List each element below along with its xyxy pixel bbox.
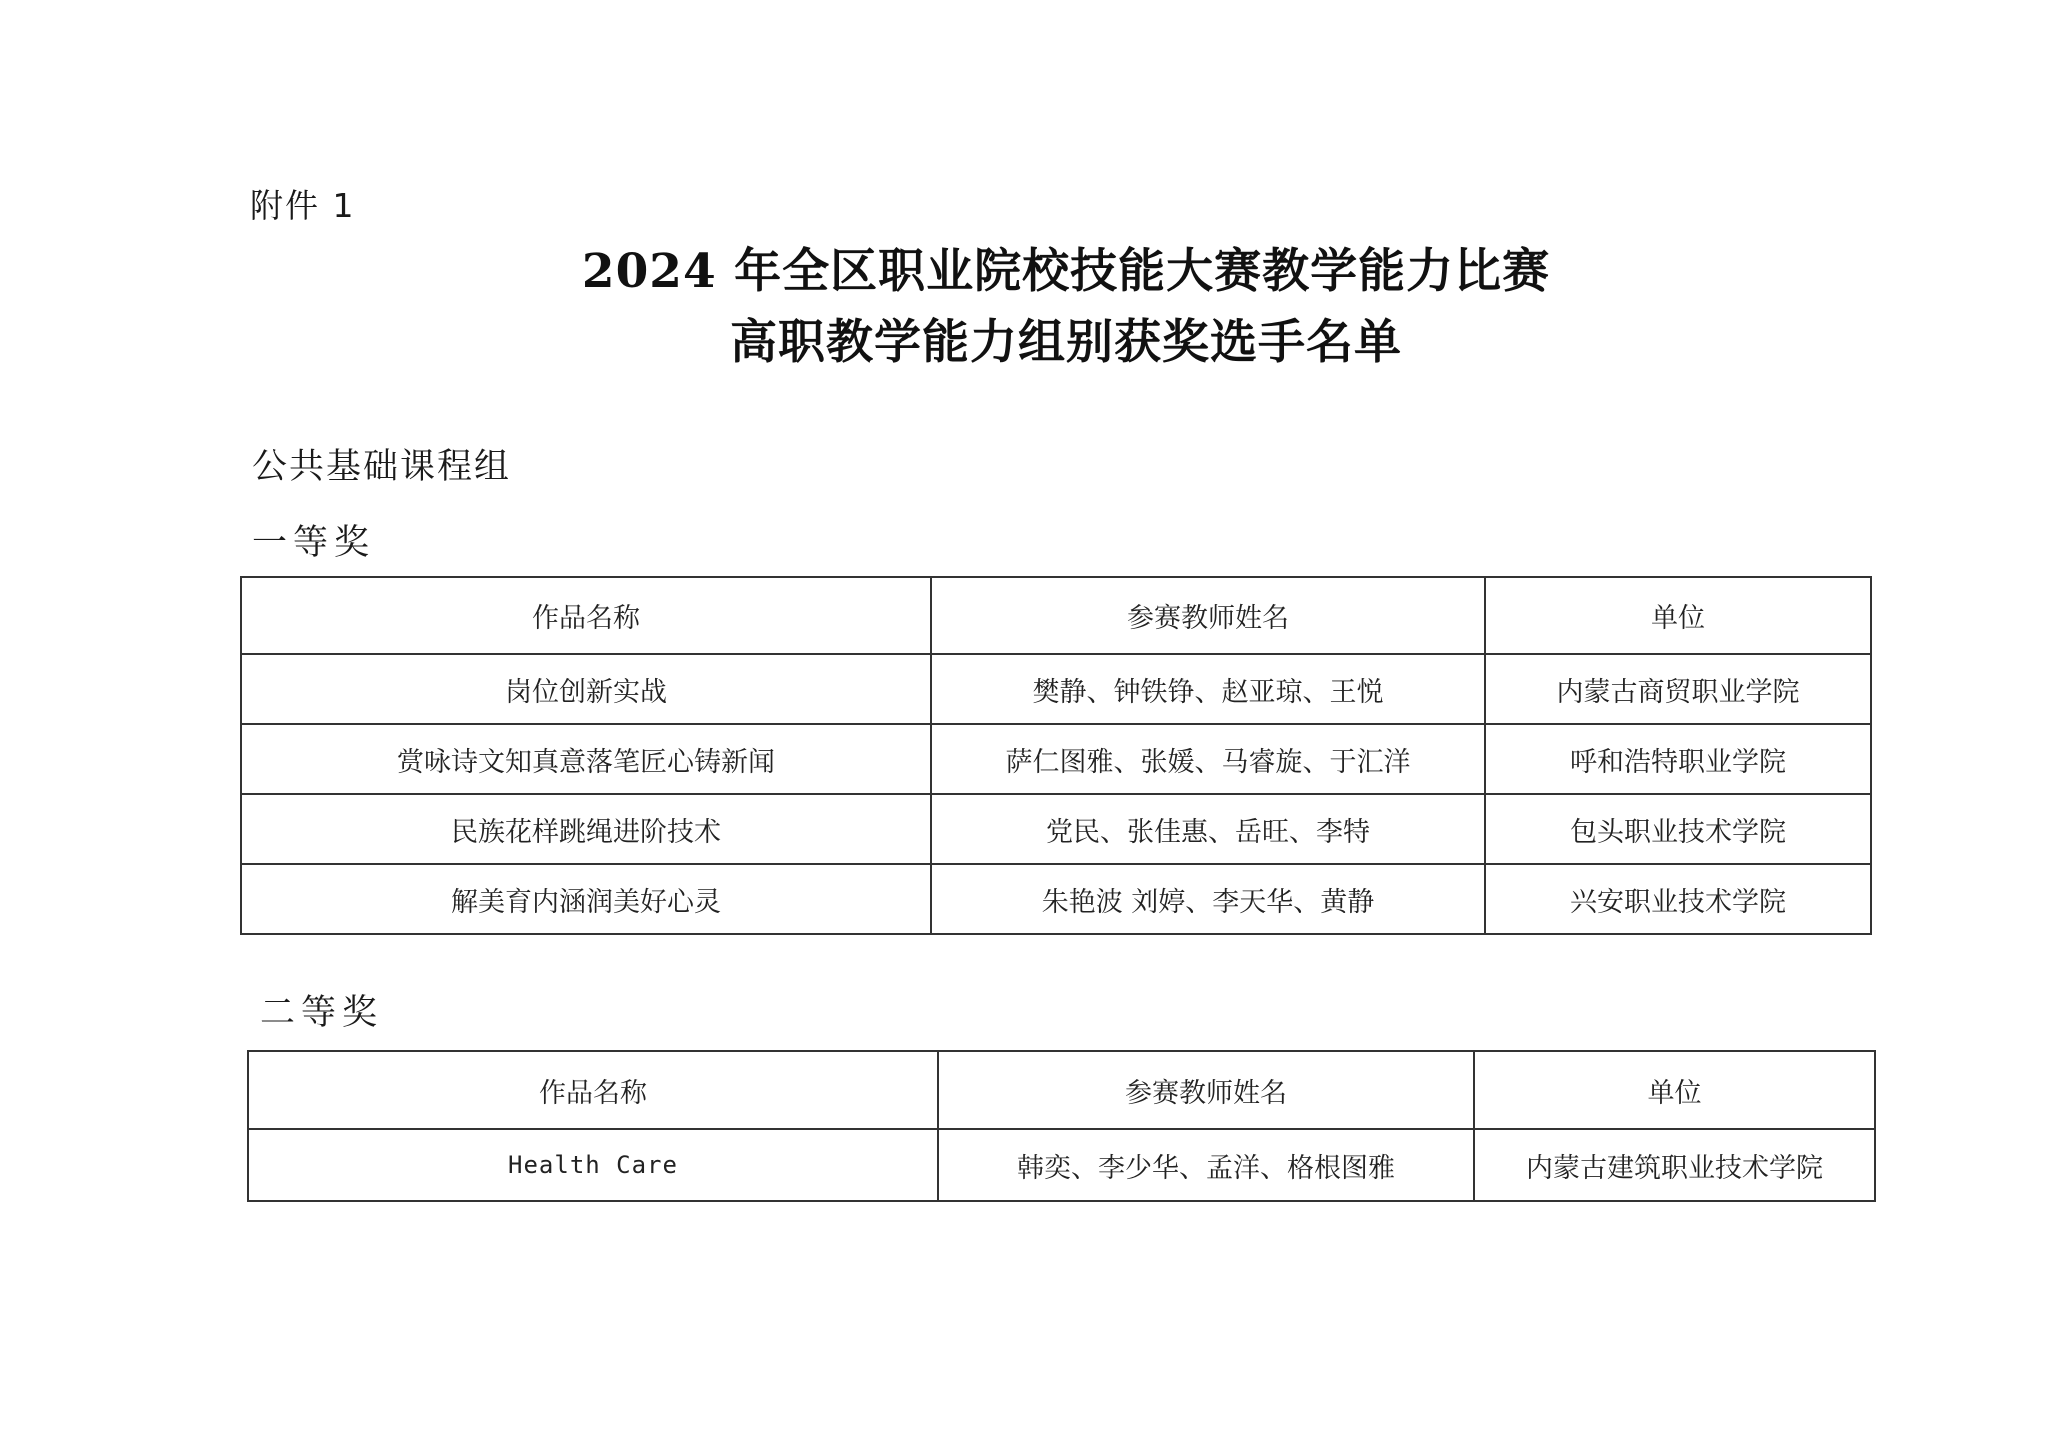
table-row <box>241 794 1871 864</box>
teacher-names: 樊静、钟铁铮、赵亚琼、王悦 <box>931 654 1485 724</box>
table-header-row <box>241 577 1871 654</box>
document-title-line-2: 高职教学能力组别获奖选手名单 <box>730 315 1402 370</box>
column-header-teachers: 参赛教师姓名 <box>931 577 1485 654</box>
work-title: 岗位创新实战 <box>241 654 931 724</box>
table-row <box>241 864 1871 934</box>
column-header-unit: 单位 <box>1474 1051 1875 1129</box>
column-header-work: 作品名称 <box>241 577 931 654</box>
work-title: 民族花样跳绳进阶技术 <box>241 794 931 864</box>
document-title-line-1: 2024 年全区职业院校技能大赛教学能力比赛 <box>581 244 1551 299</box>
teacher-names: 韩奕、李少华、孟洋、格根图雅 <box>938 1129 1474 1201</box>
unit-name: 内蒙古建筑职业技术学院 <box>1474 1129 1875 1201</box>
column-header-teachers: 参赛教师姓名 <box>938 1051 1474 1129</box>
attachment-label: 附件 1 <box>250 186 356 225</box>
teacher-names: 党民、张佳惠、岳旺、李特 <box>931 794 1485 864</box>
column-header-work: 作品名称 <box>248 1051 938 1129</box>
table-row <box>241 654 1871 724</box>
work-title: 解美育内涵润美好心灵 <box>241 864 931 934</box>
column-header-unit: 单位 <box>1485 577 1871 654</box>
unit-name: 呼和浩特职业学院 <box>1485 724 1871 794</box>
table-row <box>241 724 1871 794</box>
table-header-row <box>248 1051 1875 1129</box>
unit-name: 内蒙古商贸职业学院 <box>1485 654 1871 724</box>
first-prize-heading: 一等奖 <box>252 523 376 563</box>
unit-name: 包头职业技术学院 <box>1485 794 1871 864</box>
work-title: Health Care <box>248 1129 938 1201</box>
teacher-names: 萨仁图雅、张媛、马睿旋、于汇洋 <box>931 724 1485 794</box>
table-row <box>248 1129 1875 1201</box>
unit-name: 兴安职业技术学院 <box>1485 864 1871 934</box>
teacher-names: 朱艳波 刘婷、李天华、黄静 <box>931 864 1485 934</box>
second-prize-table <box>247 1050 1876 1202</box>
work-title: 赏咏诗文知真意落笔匠心铸新闻 <box>241 724 931 794</box>
second-prize-heading: 二等奖 <box>260 993 384 1033</box>
first-prize-table <box>240 576 1872 935</box>
group-heading: 公共基础课程组 <box>252 447 512 487</box>
